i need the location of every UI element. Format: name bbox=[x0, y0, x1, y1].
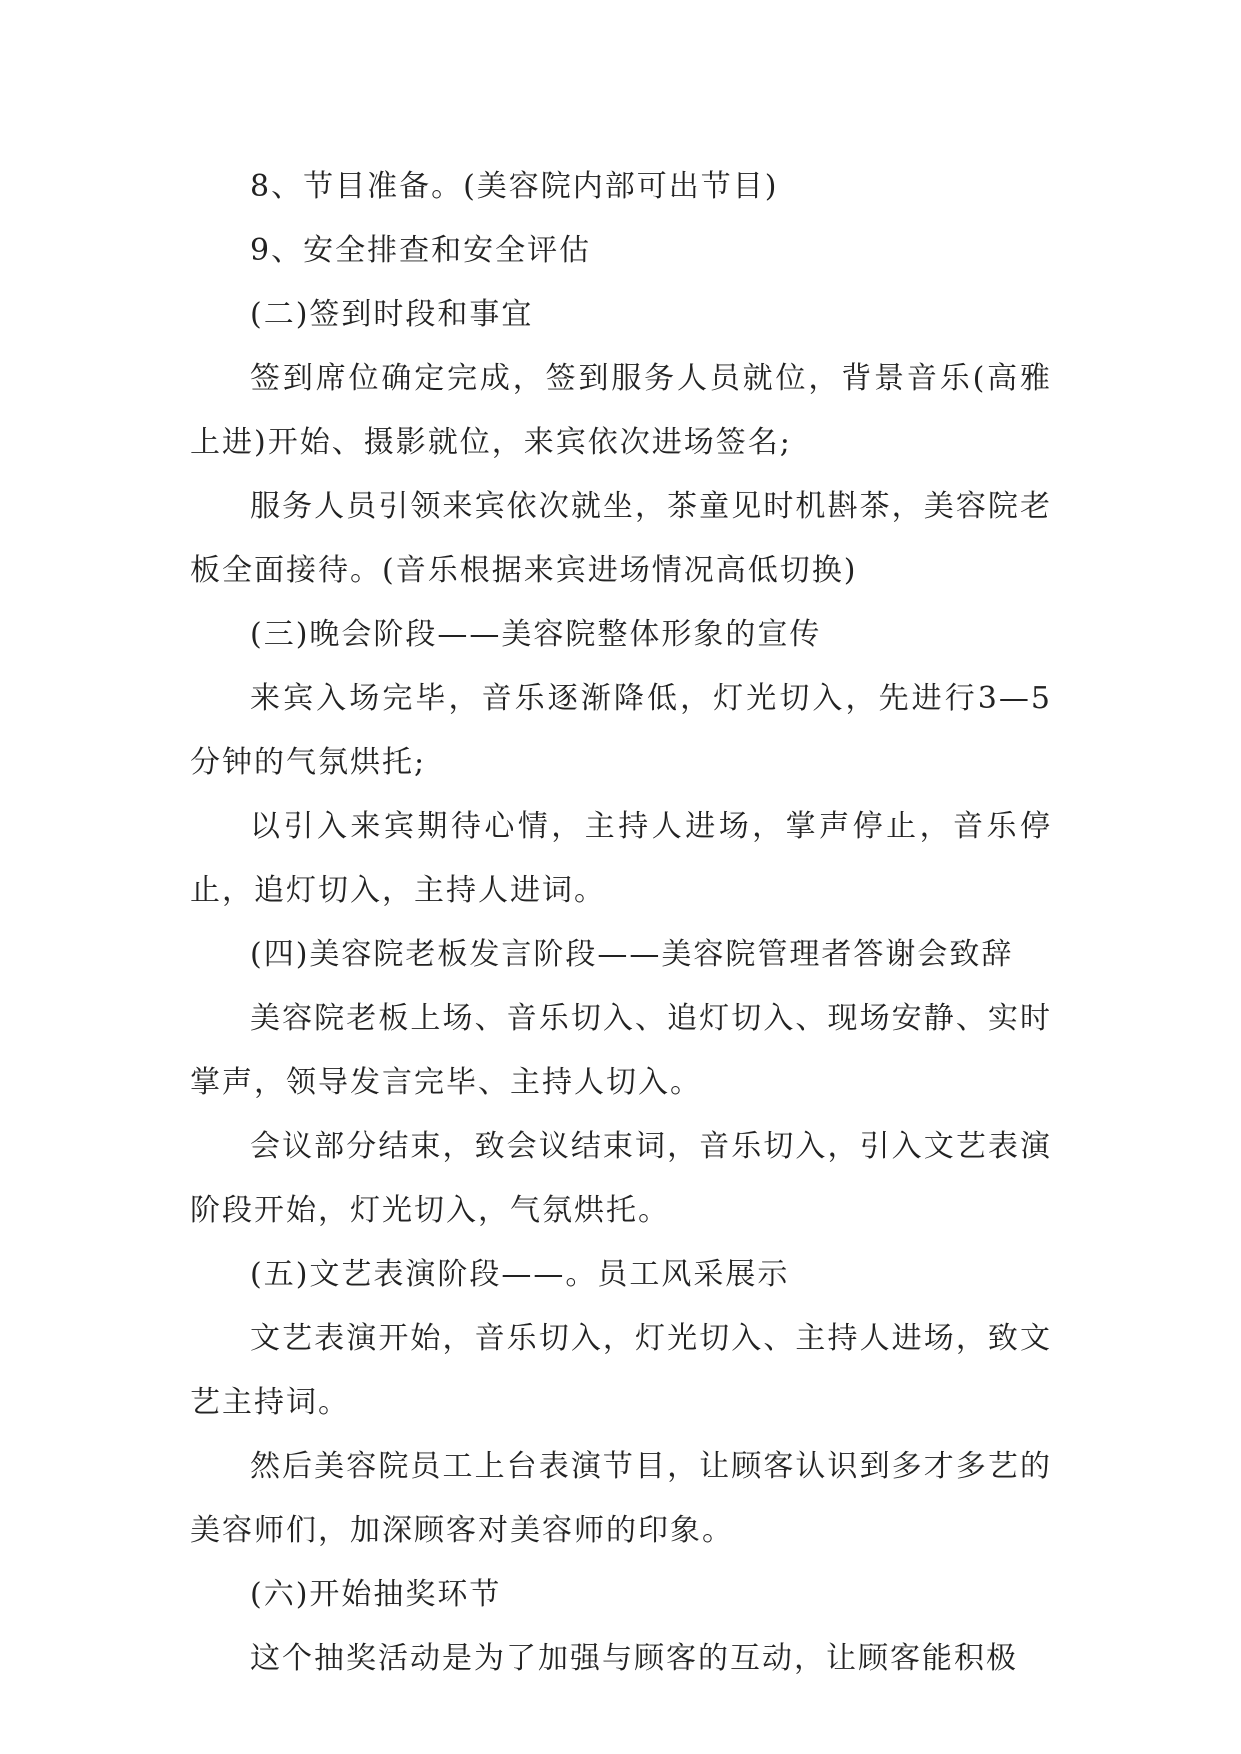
section-heading-evening: (三)晚会阶段——美容院整体形象的宣传 bbox=[250, 617, 822, 652]
section-heading-signin: (二)签到时段和事宜 bbox=[250, 297, 534, 332]
document-body bbox=[190, 155, 1052, 1691]
paragraph-host-entrance: 以引入来宾期待心情，主持人进场，掌声停止，音乐停止，追灯切入，主持人进词。 bbox=[190, 809, 1052, 908]
section-heading-owner-speech: (四)美容院老板发言阶段——美容院管理者答谢会致辞 bbox=[250, 937, 1014, 972]
paragraph-guest-entry-complete: 来宾入场完毕，音乐逐渐降低，灯光切入，先进行3—5分钟的气氛烘托; bbox=[190, 681, 1052, 780]
section-heading-performance: (五)文艺表演阶段——。员工风采展示 bbox=[250, 1257, 790, 1292]
paragraph-owner-on-stage: 美容院老板上场、音乐切入、追灯切入、现场安静、实时掌声，领导发言完毕、主持人切入。 bbox=[190, 1001, 1052, 1100]
paragraph-lottery-purpose: 这个抽奖活动是为了加强与顾客的互动，让顾客能积极 bbox=[250, 1641, 1018, 1676]
paragraph-performance-start: 文艺表演开始，音乐切入，灯光切入、主持人进场，致文艺主持词。 bbox=[190, 1321, 1052, 1420]
paragraph-staff-performance: 然后美容院员工上台表演节目，让顾客认识到多才多艺的美容师们，加深顾客对美容师的印象。 bbox=[190, 1449, 1052, 1548]
paragraph-signin-ready: 签到席位确定完成，签到服务人员就位，背景音乐(高雅上进)开始、摄影就位，来宾依次进场签名; bbox=[190, 361, 1052, 460]
list-item-safety-check: 9、安全排查和安全评估 bbox=[250, 233, 592, 268]
paragraph-meeting-end: 会议部分结束，致会议结束词，音乐切入，引入文艺表演阶段开始，灯光切入，气氛烘托。 bbox=[190, 1129, 1052, 1228]
section-heading-lottery: (六)开始抽奖环节 bbox=[250, 1577, 502, 1612]
list-item-program-prep: 8、节目准备。(美容院内部可出节目) bbox=[250, 169, 779, 204]
paragraph-guest-seating: 服务人员引领来宾依次就坐，茶童见时机斟茶，美容院老板全面接待。(音乐根据来宾进场情况高低切换) bbox=[190, 489, 1052, 588]
